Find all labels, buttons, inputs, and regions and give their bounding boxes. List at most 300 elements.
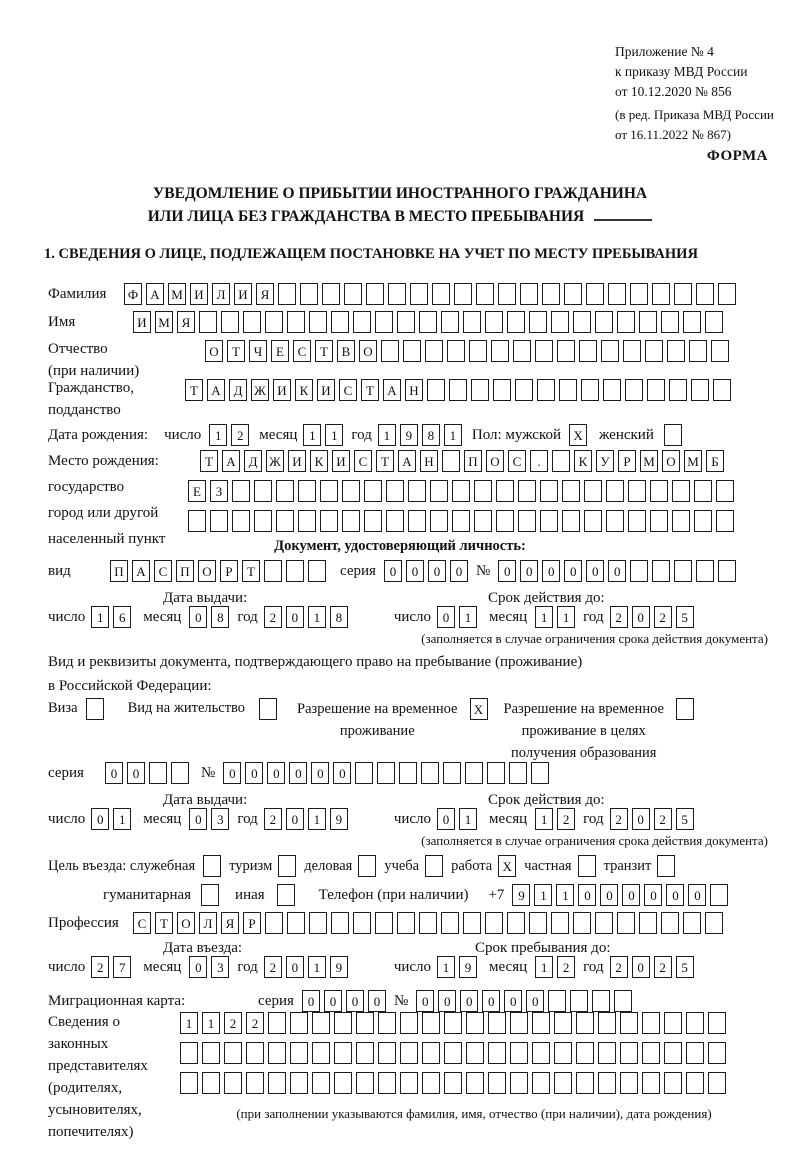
form-cell: 1 <box>459 808 477 830</box>
form-cell <box>617 912 635 934</box>
form-cell: 0 <box>302 990 320 1012</box>
doc-number-cells <box>498 560 736 582</box>
form-cell <box>694 510 712 532</box>
form-cell: Д <box>229 379 247 401</box>
form-cell <box>422 1042 440 1064</box>
form-cell <box>232 510 250 532</box>
form-cell <box>463 912 481 934</box>
form-cell: Ф <box>124 283 142 305</box>
permit-series-row <box>48 762 549 784</box>
form-cell <box>532 1012 550 1034</box>
year-label: год <box>583 608 604 625</box>
form-cell <box>601 340 619 362</box>
form-cell: 1 <box>557 606 575 628</box>
form-cell <box>689 340 707 362</box>
patronymic-label: Отчество <box>48 341 108 357</box>
birth-place-row2 <box>188 480 734 502</box>
form-cell <box>579 340 597 362</box>
form-cell: 1 <box>534 884 552 906</box>
form-cell: 0 <box>428 560 446 582</box>
form-cell <box>474 510 492 532</box>
form-cell: Р <box>618 450 636 472</box>
form-cell: 9 <box>400 424 418 446</box>
form-cell <box>628 480 646 502</box>
form-cell <box>447 340 465 362</box>
form-cell <box>320 480 338 502</box>
birth-date-row <box>48 424 682 446</box>
form-cell <box>496 480 514 502</box>
form-cell <box>287 912 305 934</box>
tourism-label: туризм <box>229 857 273 874</box>
form-cell <box>513 340 531 362</box>
form-cell <box>592 990 610 1012</box>
form-cell <box>364 510 382 532</box>
permit-series-cells <box>105 762 189 784</box>
phone-prefix: +7 <box>488 886 505 903</box>
form-cell <box>686 1042 704 1064</box>
form-cell <box>581 379 599 401</box>
form-cell: Е <box>271 340 289 362</box>
form-title-line1: УВЕДОМЛЕНИЕ О ПРИБЫТИИ ИНОСТРАННОГО ГРАЖДАНИНА <box>152 185 648 202</box>
form-cell <box>298 480 316 502</box>
form-cell: К <box>310 450 328 472</box>
form-cell <box>710 884 728 906</box>
form-cell <box>312 1072 330 1094</box>
form-cell: И <box>234 283 252 305</box>
form-cell <box>378 1012 396 1034</box>
valid2-month-cells <box>535 808 575 830</box>
form-cell <box>642 1042 660 1064</box>
form-cell: А <box>207 379 225 401</box>
form-cell <box>705 311 723 333</box>
form-cell: 2 <box>610 808 628 830</box>
form-cell <box>425 855 443 877</box>
form-cell: 0 <box>608 560 626 582</box>
form-cell: М <box>168 283 186 305</box>
birth-month-cells <box>303 424 343 446</box>
form-cell <box>554 1042 572 1064</box>
form-cell: Ж <box>266 450 284 472</box>
form-cell <box>683 311 701 333</box>
form-cell <box>552 450 570 472</box>
form-cell <box>557 340 575 362</box>
form-cell <box>246 1042 264 1064</box>
form-cell: 0 <box>578 884 596 906</box>
permit-number-cells <box>223 762 549 784</box>
form-cell <box>540 480 558 502</box>
form-cell: 1 <box>535 808 553 830</box>
form-cell: 0 <box>542 560 560 582</box>
profession-cells <box>133 912 723 934</box>
form-cell: Р <box>243 912 261 934</box>
form-cell: 0 <box>286 606 304 628</box>
temp-permit-checkbox <box>470 698 488 720</box>
form-cell <box>300 283 318 305</box>
form-cell: С <box>354 450 372 472</box>
form-cell <box>322 283 340 305</box>
form-cell: 0 <box>644 884 662 906</box>
form-cell <box>652 560 670 582</box>
form-cell <box>419 311 437 333</box>
form-cell: 0 <box>520 560 538 582</box>
form-cell: 0 <box>498 560 516 582</box>
name-cells <box>133 311 723 333</box>
work-label: работа <box>451 857 493 874</box>
form-cell <box>716 480 734 502</box>
form-cell: 5 <box>676 956 694 978</box>
form-cell <box>403 340 421 362</box>
residence-permit-checkbox <box>259 698 277 720</box>
form-cell: 0 <box>586 560 604 582</box>
form-cell: О <box>359 340 377 362</box>
form-cell <box>531 762 549 784</box>
form-cell: С <box>339 379 357 401</box>
form-cell: М <box>155 311 173 333</box>
doc-series-label: серия <box>340 562 376 579</box>
mk-series-cells <box>302 990 386 1012</box>
form-cell <box>452 480 470 502</box>
form-cell <box>171 762 189 784</box>
form-cell: П <box>110 560 128 582</box>
purpose-row2 <box>48 884 728 906</box>
form-cell <box>286 560 304 582</box>
form-cell: Б <box>706 450 724 472</box>
form-title-line2 <box>0 205 800 228</box>
form-cell: А <box>398 450 416 472</box>
month-label: месяц <box>489 810 528 827</box>
form-cell <box>265 912 283 934</box>
form-cell <box>708 1042 726 1064</box>
form-cell: 0 <box>416 990 434 1012</box>
form-cell <box>290 1042 308 1064</box>
citizenship-cells <box>185 379 731 401</box>
form-cell: 2 <box>654 956 672 978</box>
form-cell: 0 <box>286 808 304 830</box>
form-cell: 9 <box>459 956 477 978</box>
form-cell <box>443 762 461 784</box>
form-cell: О <box>662 450 680 472</box>
issue2-day-cells <box>91 808 131 830</box>
form-cell <box>711 340 729 362</box>
year-label: год <box>351 426 372 443</box>
form-cell <box>308 560 326 582</box>
form-cell <box>573 311 591 333</box>
purpose-work-checkbox <box>498 855 516 877</box>
form-cell: . <box>530 450 548 472</box>
valid-note-1: (заполняется в случае ограничения срока действия документа) <box>421 631 768 646</box>
form-cell <box>510 1042 528 1064</box>
rep-cells1 <box>180 1012 726 1034</box>
form-cell: 5 <box>676 808 694 830</box>
form-cell: 0 <box>346 990 364 1012</box>
temp-permit-line1: Разрешение на временное <box>297 701 458 717</box>
form-cell: 0 <box>437 808 455 830</box>
form-cell <box>259 698 277 720</box>
form-cell <box>422 1012 440 1034</box>
forma-label: ФОРМА <box>706 148 768 164</box>
entry-month-cells <box>189 956 229 978</box>
temp-permit-label <box>297 698 457 742</box>
right-doc-line1: Вид и реквизиты документа, подтверждающего право на пребывание (проживание) <box>48 654 583 670</box>
form-cell: Д <box>244 450 262 472</box>
form-cell <box>199 311 217 333</box>
birth-year-cells <box>378 424 462 446</box>
form-cell: Р <box>220 560 238 582</box>
form-cell <box>331 311 349 333</box>
name-label: Имя <box>48 313 76 330</box>
form-cell <box>278 283 296 305</box>
form-cell: 2 <box>557 808 575 830</box>
issue1-day-cells <box>91 606 131 628</box>
rep-row2 <box>180 1042 726 1064</box>
form-cell: А <box>383 379 401 401</box>
form-cell <box>584 510 602 532</box>
form-cell <box>375 912 393 934</box>
form-cell: 2 <box>264 606 282 628</box>
form-cell <box>485 912 503 934</box>
form-cell: 3 <box>211 956 229 978</box>
form-cell <box>410 283 428 305</box>
form-cell: 1 <box>378 424 396 446</box>
purpose-humanitarian-checkbox <box>201 884 219 906</box>
form-cell: 1 <box>437 956 455 978</box>
form-cell <box>309 912 327 934</box>
form-cell <box>713 379 731 401</box>
temp-edu-line1: Разрешение на временное <box>503 701 664 717</box>
form-cell <box>309 311 327 333</box>
humanitarian-label: гуманитарная <box>103 886 192 903</box>
day-label: число <box>164 426 202 443</box>
form-cell <box>705 912 723 934</box>
form-cell: Н <box>405 379 423 401</box>
form-cell: 1 <box>535 606 553 628</box>
form-cell: 0 <box>632 808 650 830</box>
doc-kind-row <box>48 560 736 582</box>
form-cell <box>474 480 492 502</box>
doc-kind-cells <box>110 560 326 582</box>
doc-number-label: № <box>475 562 491 579</box>
form-cell <box>630 560 648 582</box>
form-cell <box>532 1072 550 1094</box>
citizenship-label2: подданство <box>48 402 121 418</box>
form-cell: 2 <box>610 956 628 978</box>
form-cell <box>630 283 648 305</box>
form-cell <box>202 1042 220 1064</box>
form-cell <box>650 510 668 532</box>
form-cell <box>442 450 460 472</box>
form-cell: Т <box>155 912 173 934</box>
form-cell <box>290 1012 308 1034</box>
form-cell: Л <box>212 283 230 305</box>
form-cell <box>375 311 393 333</box>
form-cell <box>268 1072 286 1094</box>
doc-dates-row <box>48 606 694 628</box>
form-cell: С <box>133 912 151 934</box>
form-cell <box>444 1012 462 1034</box>
form-cell <box>224 1042 242 1064</box>
form-cell <box>620 1072 638 1094</box>
form-cell <box>312 1042 330 1064</box>
form-cell <box>378 1072 396 1094</box>
form-cell: Я <box>256 283 274 305</box>
month-label: месяц <box>259 426 298 443</box>
form-cell <box>554 1072 572 1094</box>
form-cell: П <box>176 560 194 582</box>
sex-female-label: женский <box>599 426 654 443</box>
state-label: государство <box>48 479 125 495</box>
form-cell: 0 <box>189 808 207 830</box>
form-cell: Ч <box>249 340 267 362</box>
form-cell: 0 <box>311 762 329 784</box>
form-cell <box>454 283 472 305</box>
form-cell <box>664 1042 682 1064</box>
temp-edu-line3: получения образования <box>511 745 657 761</box>
form-cell <box>570 990 588 1012</box>
name-row <box>48 311 723 333</box>
form-cell: 6 <box>113 606 131 628</box>
section1-heading: 1. СВЕДЕНИЯ О ЛИЦЕ, ПОДЛЕЖАЩЕМ ПОСТАНОВКЕ НА УЧЕТ ПО МЕСТУ ПРЕБЫВАНИЯ <box>44 246 698 262</box>
id-doc-heading: Документ, удостоверяющий личность: <box>274 538 526 554</box>
form-cell: 1 <box>308 808 326 830</box>
permit-number-label: № <box>201 764 216 781</box>
form-cell <box>188 510 206 532</box>
visa-label: Виза <box>48 700 78 716</box>
form-cell: Т <box>361 379 379 401</box>
form-cell <box>264 560 282 582</box>
stay-year-cells <box>610 956 694 978</box>
form-cell <box>664 424 682 446</box>
form-cell <box>696 283 714 305</box>
form-cell <box>488 1072 506 1094</box>
form-cell <box>268 1042 286 1064</box>
surname-row <box>48 283 736 305</box>
form-cell: З <box>210 480 228 502</box>
form-cell <box>664 1012 682 1034</box>
revision-note <box>615 105 774 145</box>
form-cell <box>564 283 582 305</box>
day-label: число <box>393 958 432 975</box>
form-cell <box>86 698 104 720</box>
form-cell: С <box>154 560 172 582</box>
form-cell <box>551 912 569 934</box>
form-cell <box>356 1012 374 1034</box>
form-cell <box>452 510 470 532</box>
appendix-line: от 10.12.2020 № 856 <box>615 84 732 99</box>
form-cell: 0 <box>622 884 640 906</box>
visa-checkbox <box>86 698 104 720</box>
month-label: месяц <box>489 608 528 625</box>
day-label: число <box>48 958 86 975</box>
form-cell <box>232 480 250 502</box>
mk-number-cells <box>416 990 632 1012</box>
form-cell <box>465 762 483 784</box>
form-cell <box>358 855 376 877</box>
form-cell <box>529 912 547 934</box>
form-cell <box>366 283 384 305</box>
form-cell: Е <box>188 480 206 502</box>
form-cell: 3 <box>211 808 229 830</box>
form-cell: 0 <box>91 808 109 830</box>
form-cell: 5 <box>676 606 694 628</box>
month-label: месяц <box>489 958 528 975</box>
valid2-year-cells <box>610 808 694 830</box>
form-cell <box>628 510 646 532</box>
doc-kind-label: вид <box>48 562 71 579</box>
form-cell <box>540 510 558 532</box>
rep-row3 <box>180 1072 726 1094</box>
appendix-line: к приказу МВД России <box>615 64 748 79</box>
form-cell <box>224 1072 242 1094</box>
form-cell: 2 <box>610 606 628 628</box>
issue-date-label-2: Дата выдачи: <box>163 792 248 808</box>
form-cell: X <box>569 424 587 446</box>
form-cell <box>356 1042 374 1064</box>
form-cell: 0 <box>189 956 207 978</box>
form-cell: М <box>684 450 702 472</box>
form-cell <box>488 1012 506 1034</box>
form-cell <box>334 1042 352 1064</box>
form-cell <box>708 1012 726 1034</box>
stay-day-cells <box>437 956 477 978</box>
surname-label: Фамилия <box>48 285 107 302</box>
form-cell <box>642 1072 660 1094</box>
birth-date-label: Дата рождения: <box>48 426 149 443</box>
form-cell <box>542 283 560 305</box>
form-cell <box>608 283 626 305</box>
form-cell <box>421 762 439 784</box>
form-cell: С <box>293 340 311 362</box>
mk-number-label: № <box>393 992 409 1009</box>
temp-permit-line2: проживание <box>339 723 415 739</box>
form-cell: 0 <box>632 956 650 978</box>
form-cell: Я <box>221 912 239 934</box>
form-cell: 0 <box>460 990 478 1012</box>
profession-row <box>48 912 723 934</box>
form-cell: X <box>470 698 488 720</box>
day-label: число <box>48 608 86 625</box>
form-cell <box>386 510 404 532</box>
form-cell <box>221 311 239 333</box>
entry-dates-row <box>48 956 694 978</box>
month-label: месяц <box>143 958 182 975</box>
form-cell: 0 <box>368 990 386 1012</box>
form-cell <box>686 1072 704 1094</box>
form-cell <box>507 311 525 333</box>
form-cell <box>573 912 591 934</box>
rep-cells2 <box>180 1042 726 1064</box>
form-cell <box>469 340 487 362</box>
form-cell <box>210 510 228 532</box>
form-cell <box>578 855 596 877</box>
form-cell: 0 <box>286 956 304 978</box>
form-cell: 1 <box>459 606 477 628</box>
stay-month-cells <box>535 956 575 978</box>
form-cell <box>716 510 734 532</box>
form-cell: И <box>190 283 208 305</box>
study-label: учеба <box>384 857 420 874</box>
profession-label: Профессия <box>48 914 119 931</box>
form-cell <box>562 510 580 532</box>
form-cell: 2 <box>264 956 282 978</box>
form-cell: 8 <box>330 606 348 628</box>
form-cell: 0 <box>406 560 424 582</box>
form-cell: 9 <box>330 808 348 830</box>
entry-year-cells <box>264 956 348 978</box>
form-cell <box>476 283 494 305</box>
form-cell <box>650 480 668 502</box>
form-cell: О <box>486 450 504 472</box>
form-cell <box>180 1072 198 1094</box>
